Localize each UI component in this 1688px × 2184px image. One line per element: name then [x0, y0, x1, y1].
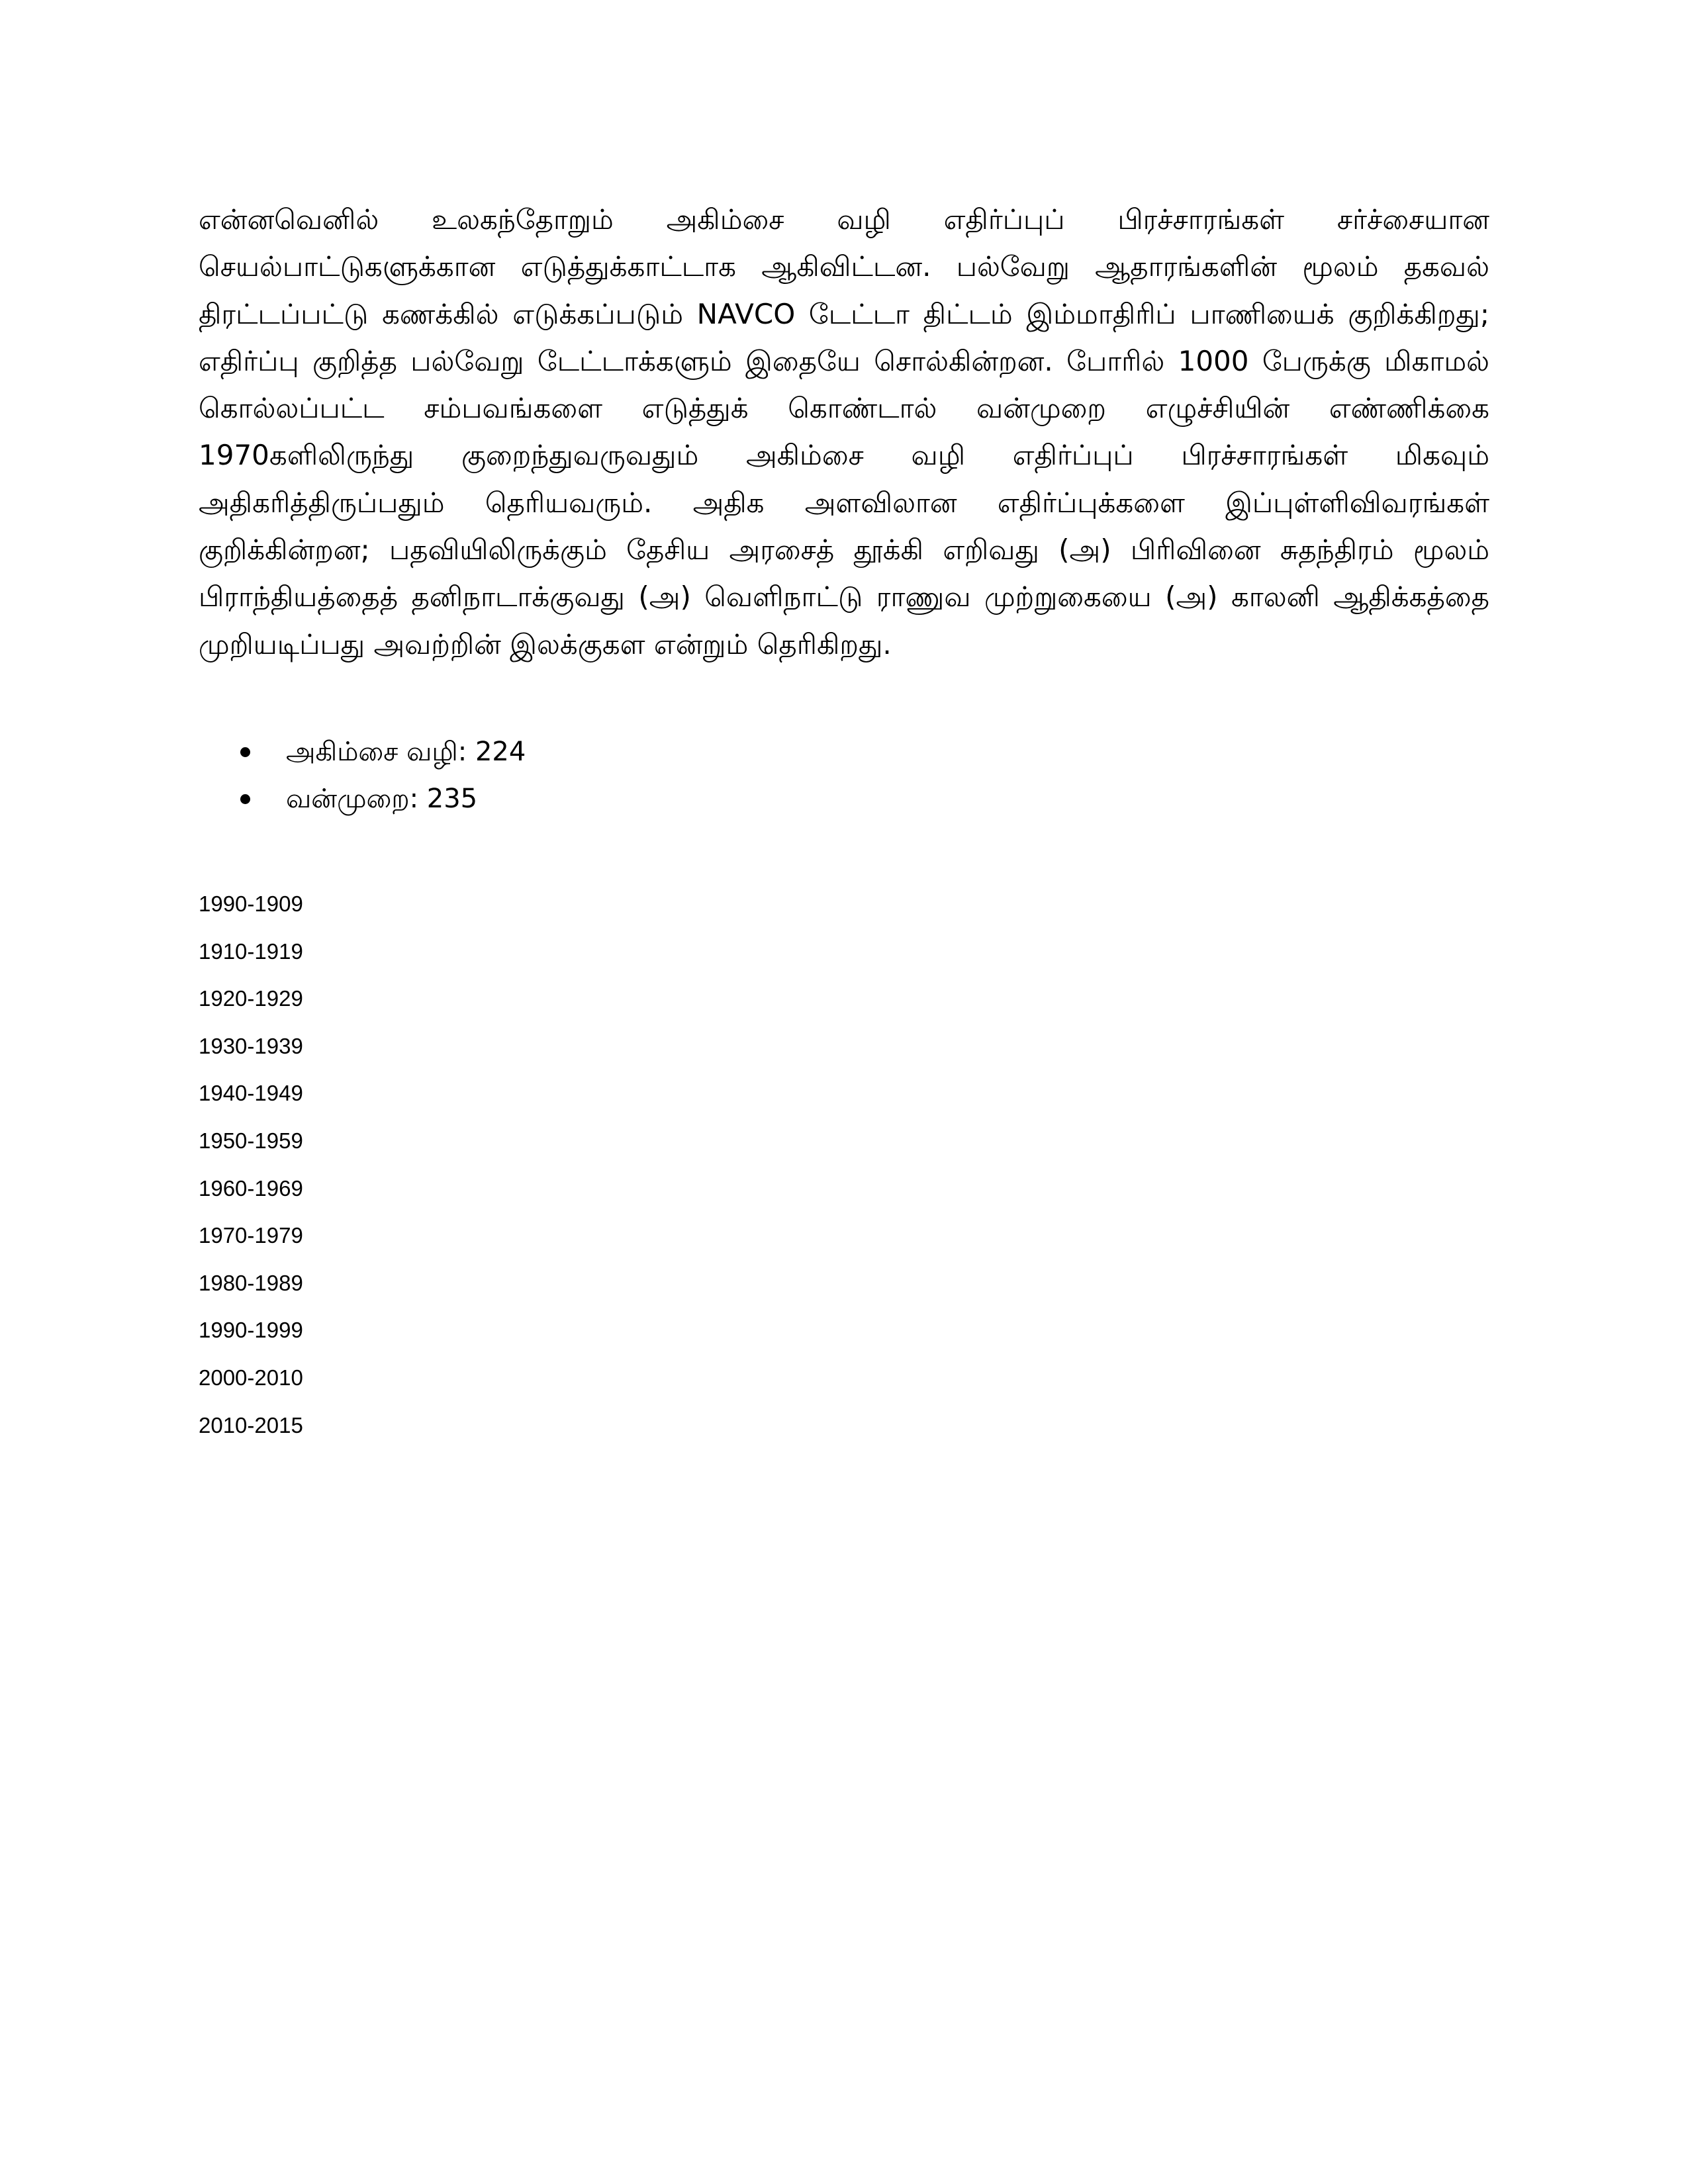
- bullet-list: [199, 729, 1489, 823]
- bullet-dot-icon: [240, 794, 250, 804]
- decade-label: 2000-2010: [199, 1365, 303, 1390]
- decade-label: 1960-1969: [199, 1175, 303, 1201]
- decade-label: 1940-1949: [199, 1081, 303, 1106]
- decade-label: 1910-1919: [199, 938, 303, 964]
- decade-label: 1930-1939: [199, 1033, 303, 1058]
- decade-label: 2010-2015: [199, 1412, 303, 1437]
- decade-label: 1970-1979: [199, 1223, 303, 1248]
- bullet-text: அகிம்சை வழி: 224: [286, 736, 526, 767]
- decade-label: 1990-1999: [199, 1318, 303, 1343]
- bullet-dot-icon: [240, 747, 250, 757]
- decade-label: 1990-1909: [199, 891, 303, 916]
- bullet-item-nonviolent: [199, 729, 1489, 776]
- body-paragraph: என்னவெனில் உலகந்தோறும் அகிம்சை வழி எதிர்ப்புப் பிரச்சாரங்கள் சர்ச்சையான செயல்பாட்டுகளுக்கான எடுத்துக்காட்டாக ஆகிவிட்டன. பல்வேறு ஆதாரங்களின் மூலம் தகவல் திரட்டப்பட்டு கணக்கில் எடுக்கப்படும் NAVCO டேட்டா திட்டம் இம்மாதிரிப் பாணியைக் குறிக்கிறது; எதிர்ப்பு குறித்த பல்வேறு டேட்டாக்களும் இதையே சொல்கின்றன. போரில் 1000 பேருக்கு மிகாமல் கொல்லப்பட்ட சம்பவங்களை எடுத்துக் கொண்டால் வன்முறை எழுச்சியின் எண்ணிக்கை 1970களிலிருந்து குறைந்துவருவதும் அகிம்சை வழி எதிர்ப்புப் பிரச்சாரங்கள் மிகவும் அதிகரித்திருப்பதும் தெரியவரும். அதிக அளவிலான எதிர்ப்புக்களை இப்புள்ளிவிவரங்கள் குறிக்கின்றன; பதவியிலிருக்கும் தேசிய அரசைத் தூக்கி எறிவது (அ) பிரிவினை சுதந்திரம் மூலம் பிராந்தியத்தைத் தனிநாடாக்குவது (அ) வெளிநாட்டு ராணுவ முற்றுகையை (அ) காலனி ஆதிக்கத்தை முறியடிப்பது அவற்றின் இலக்குகள என்றும் தெரிகிறது.: [199, 203, 1489, 660]
- bullet-text: வன்முறை: 235: [286, 783, 478, 814]
- decade-label: 1950-1959: [199, 1128, 303, 1153]
- decade-label: 1920-1929: [199, 986, 303, 1011]
- document-page: [199, 196, 1489, 1459]
- bullet-item-violent: [199, 776, 1489, 823]
- decade-label: 1980-1989: [199, 1270, 303, 1295]
- decade-list: [199, 891, 1489, 1439]
